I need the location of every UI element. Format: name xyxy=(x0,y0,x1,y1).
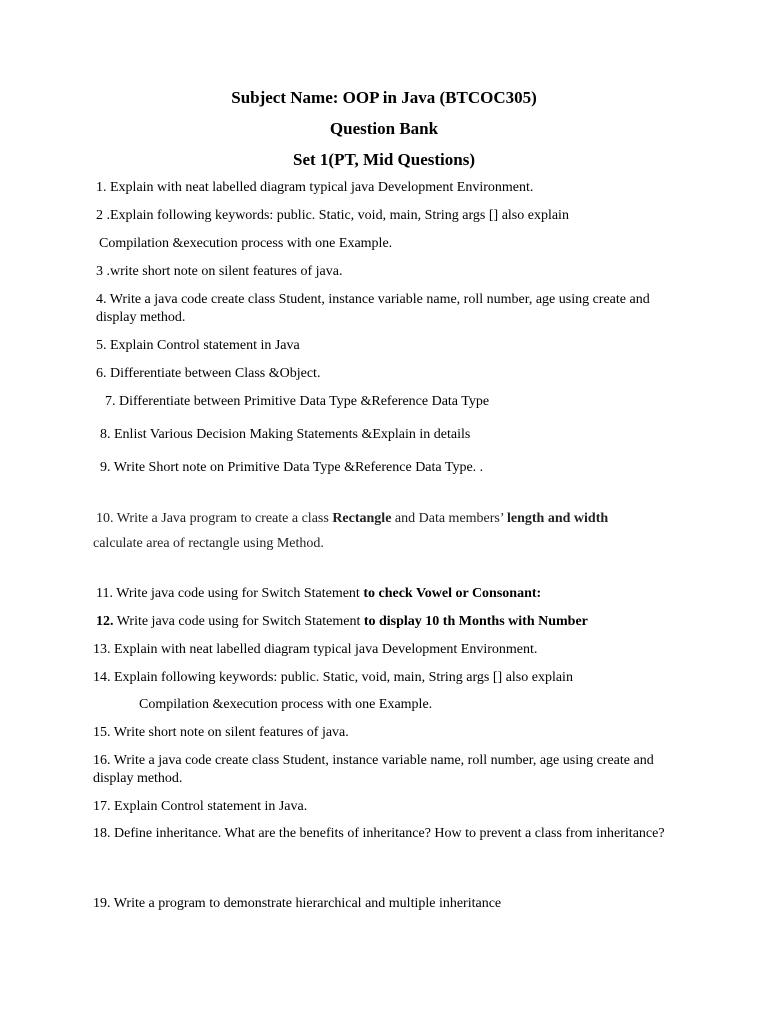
set-title: Set 1(PT, Mid Questions) xyxy=(293,150,475,169)
question-12-text: Write java code using for Switch Statement xyxy=(113,614,364,629)
question-19: 19. Write a program to demonstrate hierarchical and multiple inheritance xyxy=(93,896,502,911)
question-13: 13. Explain with neat labelled diagram typical java Development Environment. xyxy=(93,642,538,657)
question-11-text: 11. Write java code using for Switch Statement xyxy=(96,586,364,601)
question-12-number: 12. xyxy=(96,614,114,629)
subject-title: Subject Name: OOP in Java (BTCOC305) xyxy=(231,88,537,107)
question-10-text-1: 10. Write a Java program to create a class xyxy=(96,511,333,526)
question-11 xyxy=(96,585,686,603)
question-11-bold: to check Vowel or Consonant: xyxy=(363,586,542,601)
question-15: 15. Write short note on silent features of java. xyxy=(93,725,349,740)
question-12 xyxy=(96,613,686,631)
question-8: 8. Enlist Various Decision Making Statements &Explain in details xyxy=(100,427,471,442)
question-12-bold: to display 10 th Months with Number xyxy=(363,614,588,629)
question-10-text-2: and Data members’ xyxy=(391,511,507,526)
question-10-continued: calculate area of rectangle using Method. xyxy=(93,536,324,551)
question-3: 3 .write short note on silent features of java. xyxy=(96,264,343,279)
question-18: 18. Define inheritance. What are the benefits of inheritance? How to prevent a class from inheritance? xyxy=(93,826,665,841)
question-1: 1. Explain with neat labelled diagram typical java Development Environment. xyxy=(96,180,534,195)
question-6: 6. Differentiate between Class &Object. xyxy=(96,366,321,381)
question-2: 2 .Explain following keywords: public. Static, void, main, String args [] also explain xyxy=(96,208,569,223)
question-10-bold-2: length and width xyxy=(507,511,609,526)
question-10-bold-1: Rectangle xyxy=(332,511,392,526)
question-4: 4. Write a java code create class Student, instance variable name, roll number, age using create and display method. xyxy=(96,292,650,325)
question-14: 14. Explain following keywords: public. Static, void, main, String args [] also explain xyxy=(93,670,573,685)
question-16: 16. Write a java code create class Student, instance variable name, roll number, age using create and display method. xyxy=(93,753,654,786)
question-2-continued: Compilation &execution process with one Example. xyxy=(99,236,393,251)
question-14-continued: Compilation &execution process with one Example. xyxy=(139,697,433,712)
question-9: 9. Write Short note on Primitive Data Type &Reference Data Type. . xyxy=(100,460,484,475)
question-7: 7. Differentiate between Primitive Data Type &Reference Data Type xyxy=(105,394,490,409)
question-17: 17. Explain Control statement in Java. xyxy=(93,799,308,814)
question-5: 5. Explain Control statement in Java xyxy=(96,338,300,353)
question-10 xyxy=(96,510,686,528)
question-bank-title: Question Bank xyxy=(329,119,439,138)
